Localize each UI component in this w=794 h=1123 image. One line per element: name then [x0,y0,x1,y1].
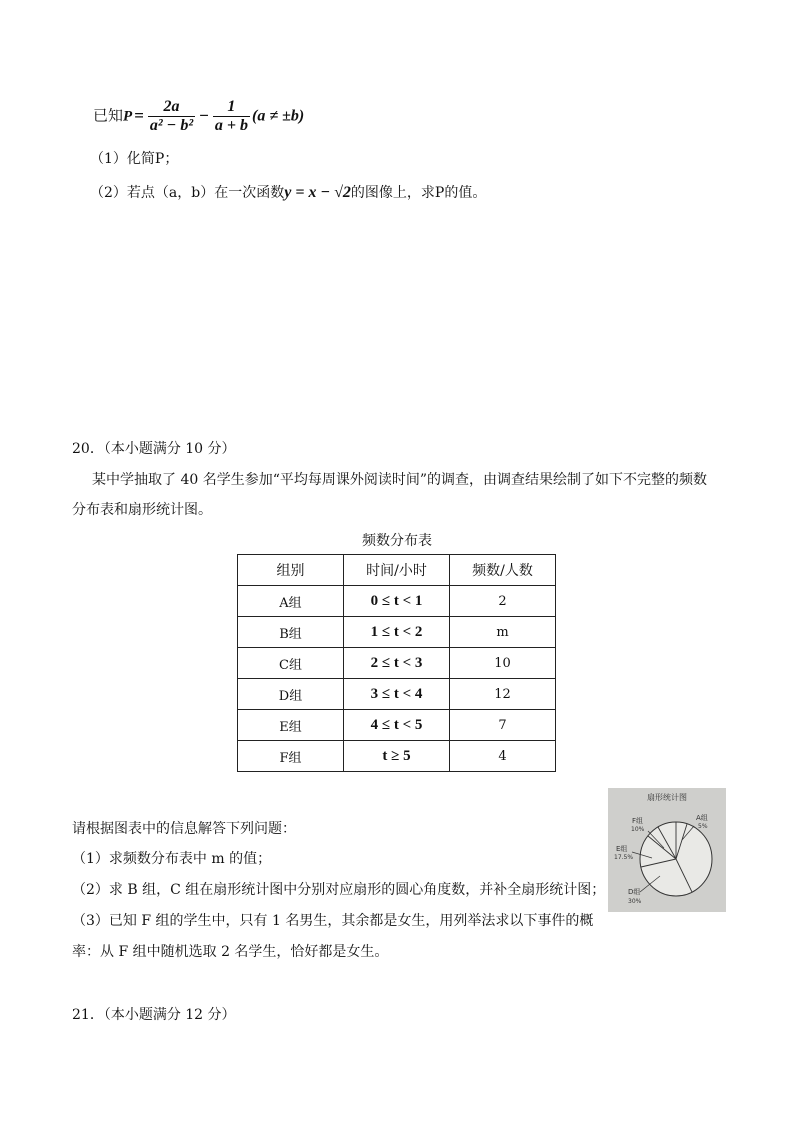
pie-label-e-pct: 17.5% [614,854,634,861]
pie-label-d-name: D组 [628,888,641,896]
q19-lhs: P [123,108,133,125]
frequency-table [237,554,556,772]
q19-frac2-num: 1 [213,98,250,117]
table-row [238,679,556,710]
cell-count: 4 [450,741,556,772]
cell-group: C组 [238,648,344,679]
q19-part2-pre: （2）若点（a，b）在一次函数 [90,185,285,201]
q19-frac1-num: 2a [148,98,195,117]
q19-frac2 [213,98,250,135]
q19-minus: − [199,105,209,125]
cell-time: 0 ≤ t < 1 [344,586,450,617]
cell-group: F组 [238,741,344,772]
q20-stem-line1: 某中学抽取了 40 名学生参加“平均每周课外阅读时间”的调查，由调查结果绘制了如下不完整的频数 [92,472,708,488]
pie-chart-svg [608,788,726,912]
pie-label-f-name: F组 [632,817,644,825]
q19-frac1 [148,98,195,135]
q19-frac2-den: a + b [214,117,248,134]
q19-intro: 已知 [93,106,124,125]
q19-part1: （1）化简P； [90,151,179,167]
cell-group: E组 [238,710,344,741]
q20-part3-line1: （3）已知 F 组的学生中，只有 1 名男生，其余都是女生，用列举法求以下事件的概 [72,913,594,929]
q19-formula-line [93,98,304,135]
table-row [238,710,556,741]
table-row [238,741,556,772]
cell-count: 2 [450,586,556,617]
pie-chart-image [608,788,726,912]
header-time: 时间/小时 [344,555,450,586]
q20-header: 20．（本小题满分 10 分） [72,441,236,457]
cell-count: 7 [450,710,556,741]
q20-part1: （1）求频数分布表中 m 的值； [72,851,272,867]
pie-label-e-name: E组 [616,845,628,853]
cell-time: 3 ≤ t < 4 [344,679,450,710]
q19-frac1-den: a² − b² [149,117,194,134]
table-row [238,617,556,648]
header-count: 频数/人数 [450,555,556,586]
q21-header: 21．（本小题满分 12 分） [72,1007,236,1023]
table-header-row [238,555,556,586]
table-row [238,586,556,617]
table-title: 频数分布表 [362,533,432,549]
cell-group: A组 [238,586,344,617]
pie-label-d-pct: 30% [628,898,642,905]
q20-part2: （2）求 B 组，C 组在扇形统计图中分别对应扇形的圆心角度数，并补全扇形统计图； [72,882,606,898]
q20-part3-line2: 率：从 F 组中随机选取 2 名学生，恰好都是女生。 [72,944,389,960]
q19-part2 [90,182,486,202]
table-row [238,648,556,679]
cell-time: 1 ≤ t < 2 [344,617,450,648]
cell-count: 10 [450,648,556,679]
q19-part2-post: 的图像上，求P的值。 [350,185,487,201]
q19-condition: (a ≠ ±b) [251,107,305,125]
cell-time: 4 ≤ t < 5 [344,710,450,741]
header-group: 组别 [238,555,344,586]
cell-count: 12 [450,679,556,710]
q20-stem-line2: 分布表和扇形统计图。 [72,502,212,518]
q19-part2-func: y = x − √2 [284,184,351,201]
pie-label-a-pct: 5% [698,823,708,830]
pie-label-f-pct: 10% [631,826,645,833]
pie-title: 扇形统计图 [647,793,687,802]
cell-group: B组 [238,617,344,648]
cell-count: m [450,617,556,648]
cell-group: D组 [238,679,344,710]
cell-time: 2 ≤ t < 3 [344,648,450,679]
q20-instruction: 请根据图表中的信息解答下列问题： [72,821,296,837]
pie-label-a-name: A组 [696,814,708,822]
cell-time: t ≥ 5 [344,741,450,772]
q19-eq: = [134,105,144,125]
